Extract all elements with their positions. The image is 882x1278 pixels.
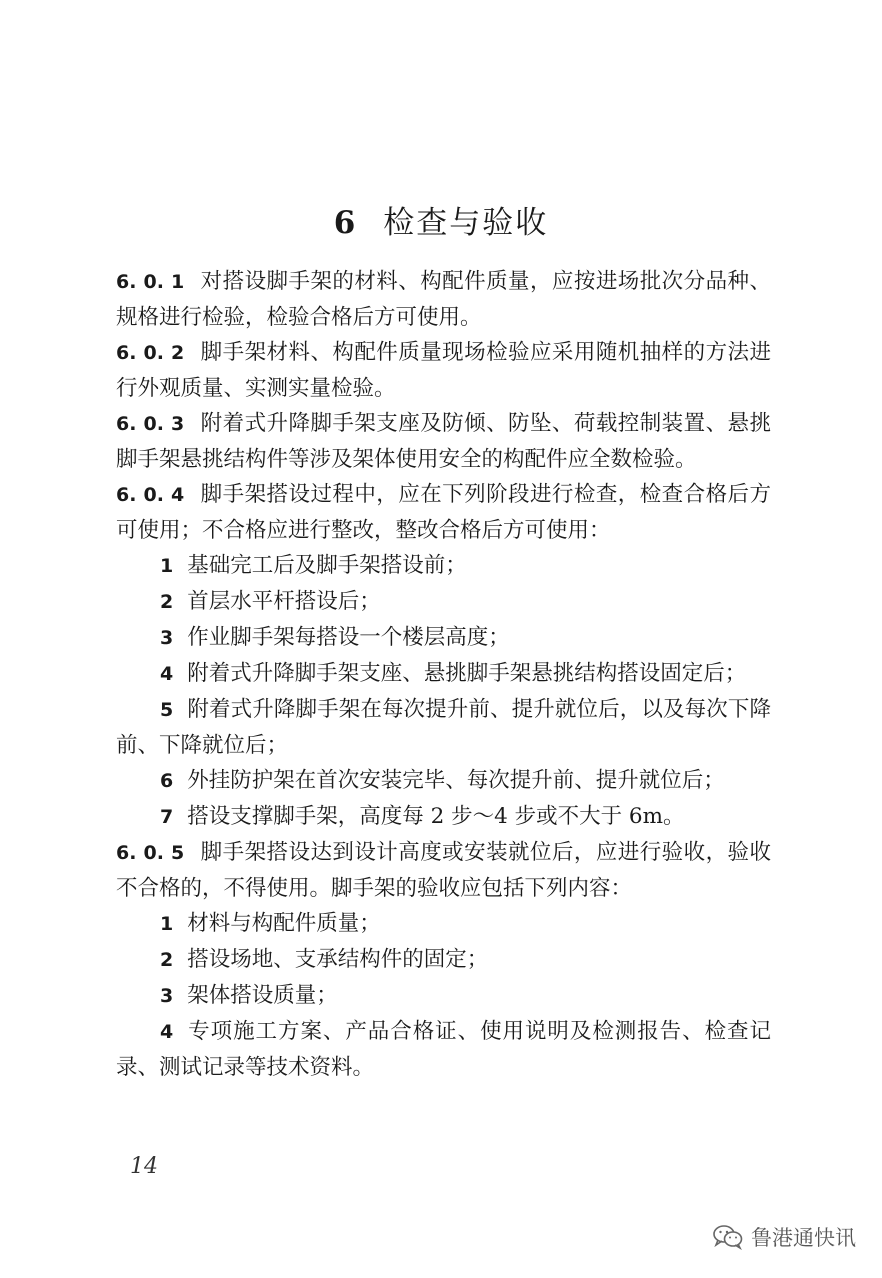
item-text: 搭设场地、支承结构件的固定；: [187, 947, 489, 972]
clause-paragraph: [116, 477, 771, 548]
item-number: 3: [160, 627, 174, 649]
list-item: [116, 1014, 771, 1085]
item-text: 作业脚手架每搭设一个楼层高度；: [187, 625, 510, 650]
item-text: 首层水平杆搭设后；: [187, 589, 381, 614]
list-item: [116, 763, 771, 799]
clause-number: 6. 0. 2: [116, 342, 185, 364]
clause-number: 6. 0. 3: [116, 413, 185, 435]
chapter-number: 6: [333, 204, 358, 241]
watermark-text: 鲁港通快讯: [751, 1226, 856, 1250]
list-item: [116, 799, 771, 835]
list-item: [116, 692, 771, 763]
list-item: [116, 942, 771, 978]
list-item: [116, 656, 771, 692]
item-number: 4: [160, 1021, 174, 1043]
item-text: 附着式升降脚手架在每次提升前、提升就位后，以及每次下降前、下降就位后；: [116, 697, 771, 758]
document-body: [116, 264, 771, 1085]
item-text: 专项施工方案、产品合格证、使用说明及检测报告、检查记录、测试记录等技术资料。: [116, 1019, 771, 1080]
clause-paragraph: [116, 264, 771, 335]
chapter-title: [0, 197, 882, 242]
clause-text: 脚手架搭设过程中，应在下列阶段进行检查，检查合格后方可使用；不合格应进行整改，整改合格后方可使用：: [116, 482, 771, 543]
watermark: [713, 1222, 856, 1252]
item-number: 7: [160, 806, 174, 828]
item-number: 4: [160, 663, 174, 685]
clause-paragraph: [116, 335, 771, 406]
item-text: 基础完工后及脚手架搭设前；: [187, 553, 467, 578]
clause-number: 6. 0. 5: [116, 842, 185, 864]
item-number: 3: [160, 985, 174, 1007]
clause-text: 附着式升降脚手架支座及防倾、防坠、荷载控制装置、悬挑脚手架悬挑结构件等涉及架体使用安全的构配件应全数检验。: [116, 411, 771, 472]
list-item: [116, 978, 771, 1014]
clause-paragraph: [116, 835, 771, 906]
page-number: 14: [130, 1154, 158, 1179]
clause-text: 脚手架搭设达到设计高度或安装就位后，应进行验收，验收不合格的，不得使用。脚手架的验收应包括下列内容：: [116, 840, 771, 901]
item-number: 2: [160, 591, 174, 613]
item-text: 外挂防护架在首次安装完毕、每次提升前、提升就位后；: [187, 768, 725, 793]
item-text: 搭设支撑脚手架，高度每 2 步～4 步或不大于 6m。: [187, 804, 685, 829]
item-number: 1: [160, 555, 174, 577]
wechat-icon: [713, 1224, 743, 1250]
item-number: 2: [160, 949, 174, 971]
item-number: 1: [160, 913, 174, 935]
item-text: 材料与构配件质量；: [187, 911, 381, 936]
chapter-title-text: 检查与验收: [383, 204, 549, 241]
list-item: [116, 548, 771, 584]
item-number: 5: [160, 699, 174, 721]
list-item: [116, 584, 771, 620]
list-item: [116, 620, 771, 656]
item-text: 附着式升降脚手架支座、悬挑脚手架悬挑结构搭设固定后；: [187, 661, 747, 686]
list-item: [116, 906, 771, 942]
clause-text: 对搭设脚手架的材料、构配件质量，应按进场批次分品种、规格进行检验，检验合格后方可使用。: [116, 269, 771, 330]
clause-paragraph: [116, 406, 771, 477]
item-text: 架体搭设质量；: [187, 983, 338, 1008]
clause-number: 6. 0. 4: [116, 484, 185, 506]
item-number: 6: [160, 770, 174, 792]
clause-text: 脚手架材料、构配件质量现场检验应采用随机抽样的方法进行外观质量、实测实量检验。: [116, 340, 771, 401]
clause-number: 6. 0. 1: [116, 271, 185, 293]
